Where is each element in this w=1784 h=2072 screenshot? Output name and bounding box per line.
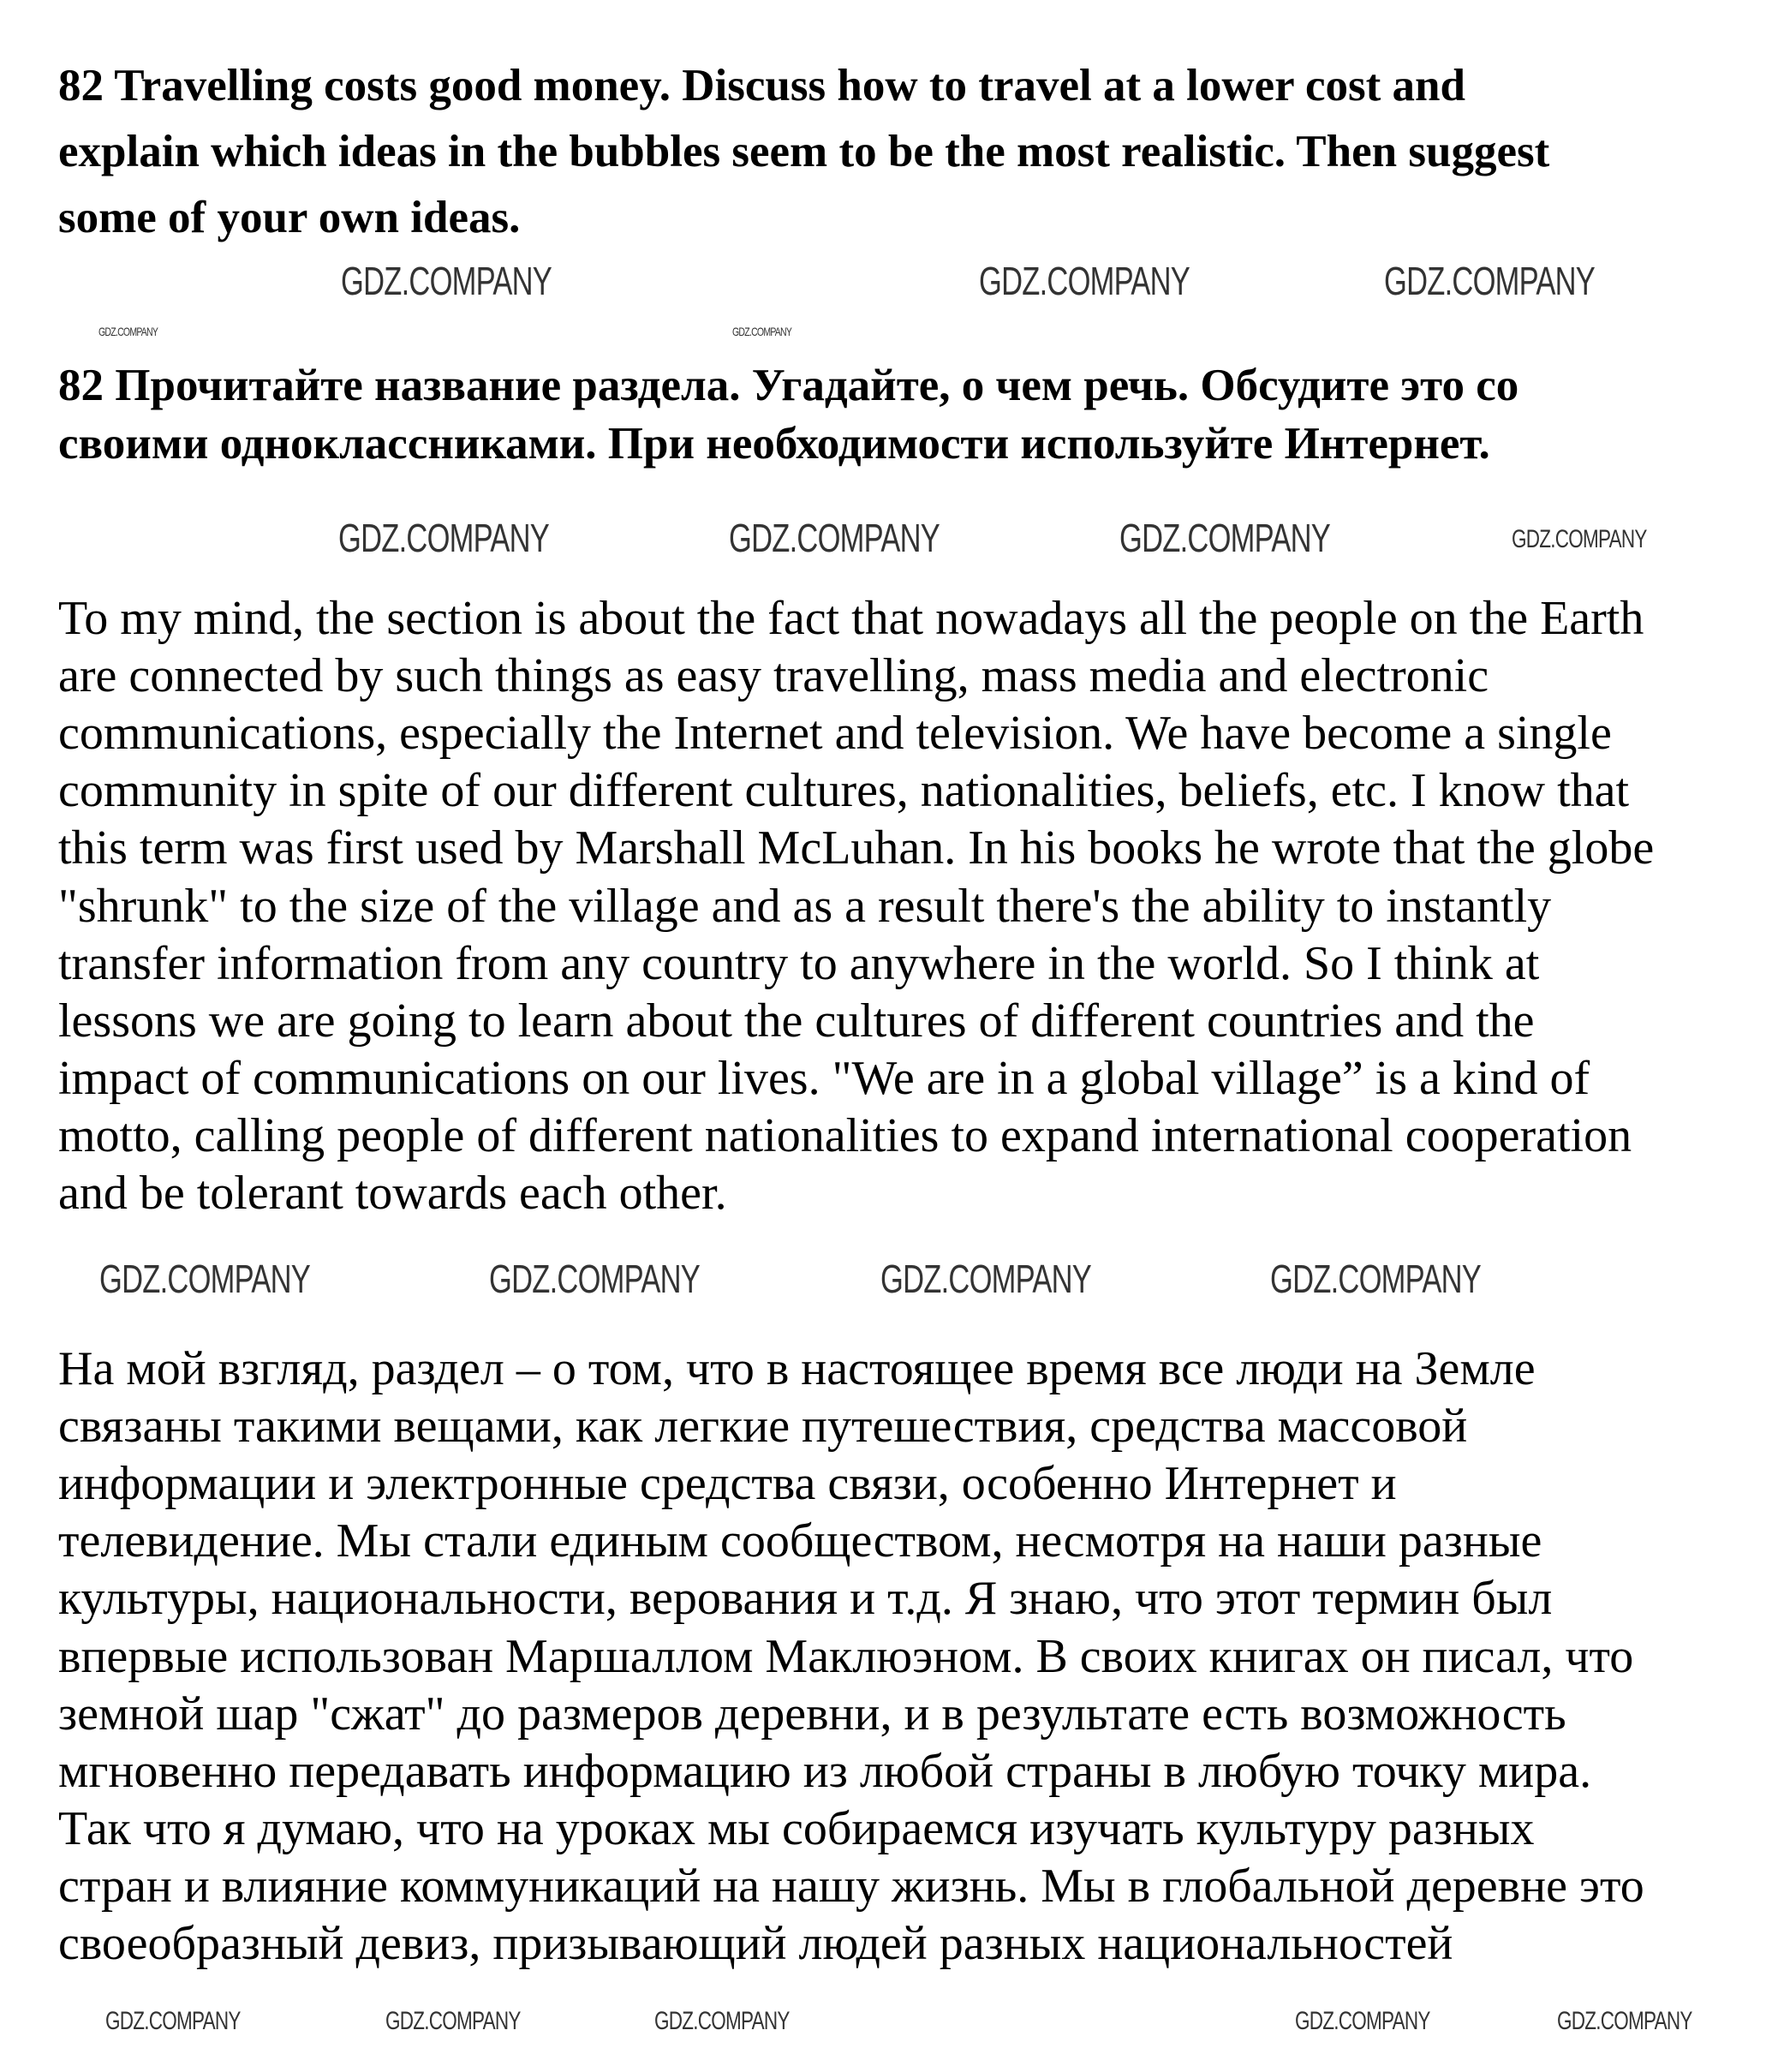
- exercise-heading-en-line: some of your own ideas.: [58, 193, 521, 242]
- answer-ru-line: земной шар "сжат" до размеров деревни, и в результате есть возможность: [58, 1687, 1566, 1741]
- answer-en-line: community in spite of our different cultures, nationalities, beliefs, etc. I know that: [58, 764, 1630, 818]
- watermark: GDZ.COMPANY: [1557, 2007, 1692, 2035]
- watermark: GDZ.COMPANY: [1119, 516, 1331, 560]
- watermark: GDZ.COMPANY: [1295, 2007, 1430, 2035]
- answer-ru-line: мгновенно передавать информацию из любой страны в любую точку мира.: [58, 1744, 1592, 1798]
- answer-ru-line: телевидение. Мы стали единым сообществом, несмотря на наши разные: [58, 1514, 1542, 1568]
- watermark: GDZ.COMPANY: [1512, 525, 1647, 553]
- answer-en-line: communications, especially the Internet and television. We have become a single: [58, 707, 1612, 761]
- answer-en-line: are connected by such things as easy travelling, mass media and electronic: [58, 649, 1489, 703]
- exercise-heading-en-line: explain which ideas in the bubbles seem to be the most realistic. Then suggest: [58, 127, 1550, 176]
- answer-en-line: lessons we are going to learn about the cultures of different countries and the: [58, 994, 1535, 1048]
- watermark: GDZ.COMPANY: [98, 325, 158, 338]
- watermark: GDZ.COMPANY: [1384, 259, 1596, 303]
- watermark: GDZ.COMPANY: [729, 516, 940, 560]
- exercise-heading-ru-line: своими одноклассниками. При необходимости используйте Интернет.: [58, 419, 1490, 469]
- watermark: GDZ.COMPANY: [489, 1257, 701, 1301]
- answer-en-line: transfer information from any country to anywhere in the world. So I think at: [58, 936, 1540, 990]
- watermark: GDZ.COMPANY: [338, 516, 550, 560]
- answer-ru-line: связаны такими вещами, как легкие путешествия, средства массовой: [58, 1400, 1468, 1454]
- answer-en-line: "shrunk" to the size of the village and as a result there's the ability to instantly: [58, 879, 1552, 933]
- watermark: GDZ.COMPANY: [880, 1257, 1092, 1301]
- answer-en-line: this term was first used by Marshall McLuhan. In his books he wrote that the globe: [58, 821, 1655, 875]
- answer-en-line: and be tolerant towards each other.: [58, 1167, 727, 1220]
- answer-ru-line: стран и влияние коммуникаций на нашу жизнь. Мы в глобальной деревне это: [58, 1859, 1644, 1913]
- exercise-heading-ru-line: 82 Прочитайте название раздела. Угадайте, о чем речь. Обсудите это со: [58, 361, 1519, 410]
- watermark: GDZ.COMPANY: [654, 2007, 790, 2035]
- answer-en-line: motto, calling people of different nationalities to expand international cooperation: [58, 1108, 1632, 1162]
- watermark: GDZ.COMPANY: [1270, 1257, 1482, 1301]
- watermark: GDZ.COMPANY: [979, 259, 1190, 303]
- watermark: GDZ.COMPANY: [105, 2007, 241, 2035]
- answer-en-line: To my mind, the section is about the fact that nowadays all the people on the Earth: [58, 592, 1644, 645]
- exercise-heading-en-line: 82 Travelling costs good money. Discuss how to travel at a lower cost and: [58, 61, 1465, 110]
- watermark: GDZ.COMPANY: [341, 259, 552, 303]
- answer-ru-line: На мой взгляд, раздел – о том, что в настоящее время все люди на Земле: [58, 1342, 1536, 1395]
- answer-ru-line: своеобразный девиз, призывающий людей разных национальностей: [58, 1917, 1453, 1970]
- answer-ru-line: культуры, национальности, верования и т.д. Я знаю, что этот термин был: [58, 1572, 1553, 1626]
- answer-ru-line: Так что я думаю, что на уроках мы собираемся изучать культуру разных: [58, 1801, 1535, 1855]
- answer-en-line: impact of communications on our lives. "We are in a global village” is a kind of: [58, 1051, 1590, 1105]
- answer-ru-line: впервые использован Маршаллом Маклюэном. В своих книгах он писал, что: [58, 1629, 1634, 1683]
- answer-ru-line: информации и электронные средства связи, особенно Интернет и: [58, 1457, 1397, 1511]
- watermark: GDZ.COMPANY: [732, 325, 792, 338]
- watermark: GDZ.COMPANY: [99, 1257, 311, 1301]
- watermark: GDZ.COMPANY: [385, 2007, 521, 2035]
